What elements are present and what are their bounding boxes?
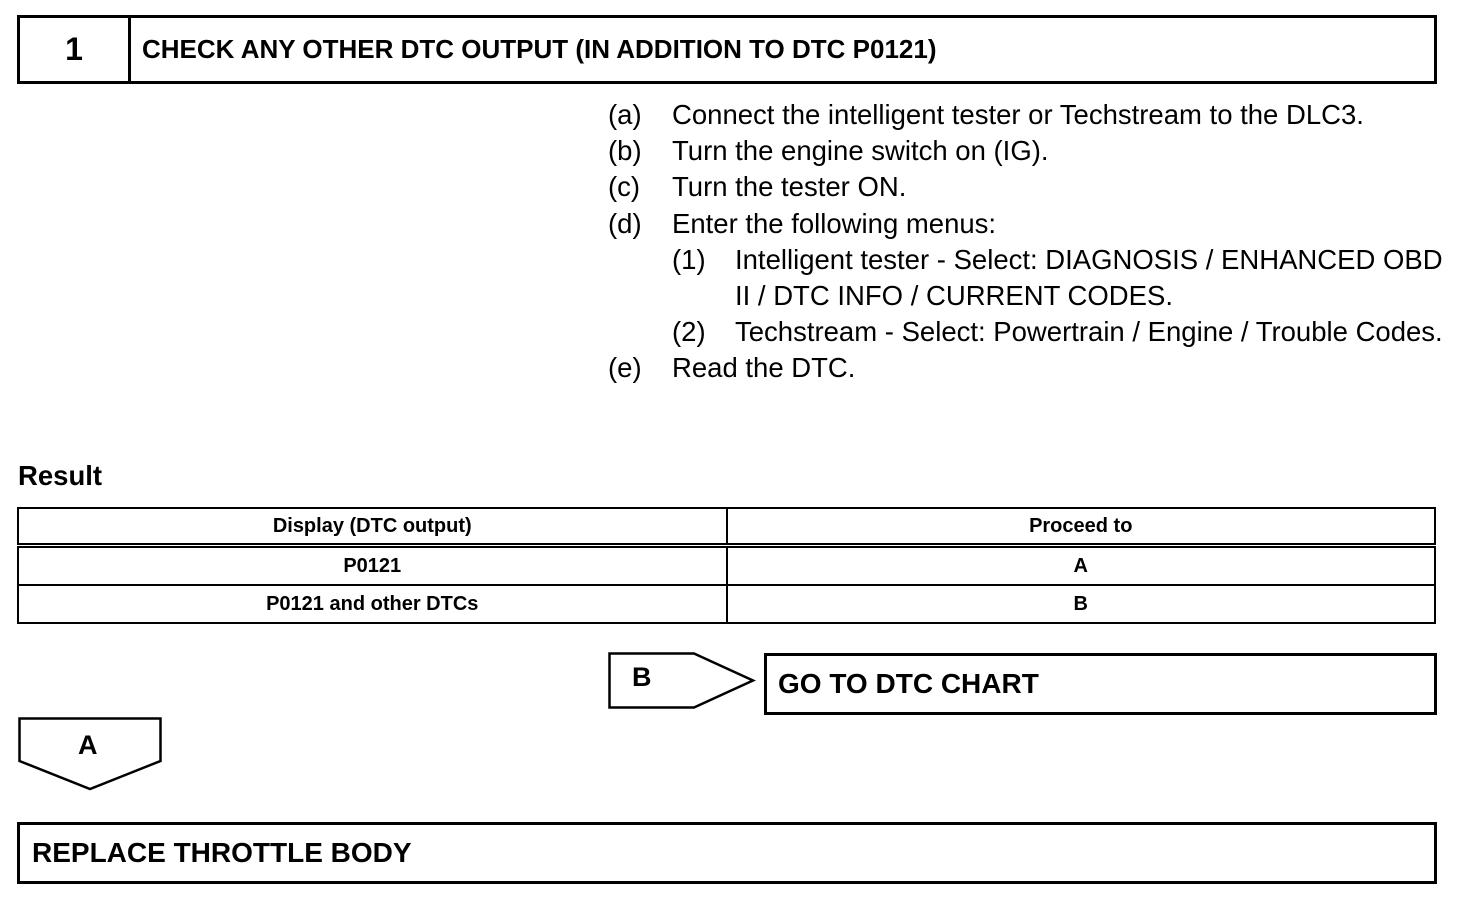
procedure-item-body bbox=[672, 206, 1448, 351]
procedure-item-text: Read the DTC. bbox=[672, 352, 856, 384]
branch-b-arrow-tag[interactable] bbox=[608, 652, 756, 710]
procedure-sub-item-label: (1) bbox=[672, 243, 706, 275]
step-number: 1 bbox=[20, 18, 131, 81]
goto-dtc-chart-box[interactable]: GO TO DTC CHART bbox=[764, 653, 1437, 715]
procedure-item bbox=[608, 169, 1448, 205]
procedure-item bbox=[608, 206, 1448, 351]
branch-a-letter: A bbox=[78, 730, 98, 760]
table-cell-display: P0121 and other DTCs bbox=[18, 585, 727, 623]
procedure-sub-item-text: Intelligent tester - Select: DIAGNOSIS / ENHANCED OBD II / DTC INFO / CURRENT CODES. bbox=[735, 243, 1443, 312]
procedure-sub-item-label: (2) bbox=[672, 316, 706, 348]
table-row bbox=[18, 546, 1435, 586]
table-header-row bbox=[18, 508, 1435, 546]
procedure-item-label: (c) bbox=[608, 171, 641, 203]
result-heading: Result bbox=[18, 460, 103, 491]
branch-b-letter: B bbox=[632, 662, 652, 692]
result-table bbox=[17, 507, 1436, 624]
procedure-item-label: (b) bbox=[608, 135, 642, 167]
replace-throttle-body-box[interactable]: REPLACE THROTTLE BODY bbox=[17, 822, 1437, 884]
branch-a-arrow-tag[interactable] bbox=[18, 717, 162, 791]
procedure-item-text: Connect the intelligent tester or Techstream to the DLC3. bbox=[672, 99, 1364, 130]
right-arrow-tag-icon bbox=[608, 652, 756, 710]
procedure-item-label: (a) bbox=[608, 99, 642, 130]
step-header bbox=[17, 15, 1437, 84]
procedure-list bbox=[608, 97, 1448, 387]
procedure-item bbox=[608, 350, 1448, 386]
table-row bbox=[18, 585, 1435, 623]
procedure-item-text: Enter the following menus: bbox=[672, 207, 997, 239]
column-header-display: Display (DTC output) bbox=[18, 508, 727, 546]
step-title: CHECK ANY OTHER DTC OUTPUT (IN ADDITION TO DTC P0121) bbox=[142, 34, 937, 64]
procedure-sub-item bbox=[672, 314, 1448, 350]
procedure-sub-item-text: Techstream - Select: Powertrain / Engine / Trouble Codes. bbox=[735, 316, 1443, 348]
procedure-item-label: (d) bbox=[608, 207, 642, 239]
column-header-proceed: Proceed to bbox=[727, 508, 1436, 546]
procedure-item bbox=[608, 97, 1448, 133]
table-cell-proceed: A bbox=[727, 546, 1436, 586]
procedure-item-text: Turn the tester ON. bbox=[672, 171, 907, 203]
procedure-item-text: Turn the engine switch on (IG). bbox=[672, 135, 1049, 167]
table-cell-display: P0121 bbox=[18, 546, 727, 586]
procedure-sub-item bbox=[672, 242, 1448, 314]
procedure-item bbox=[608, 133, 1448, 169]
procedure-item-label: (e) bbox=[608, 352, 642, 384]
table-cell-proceed: B bbox=[727, 585, 1436, 623]
